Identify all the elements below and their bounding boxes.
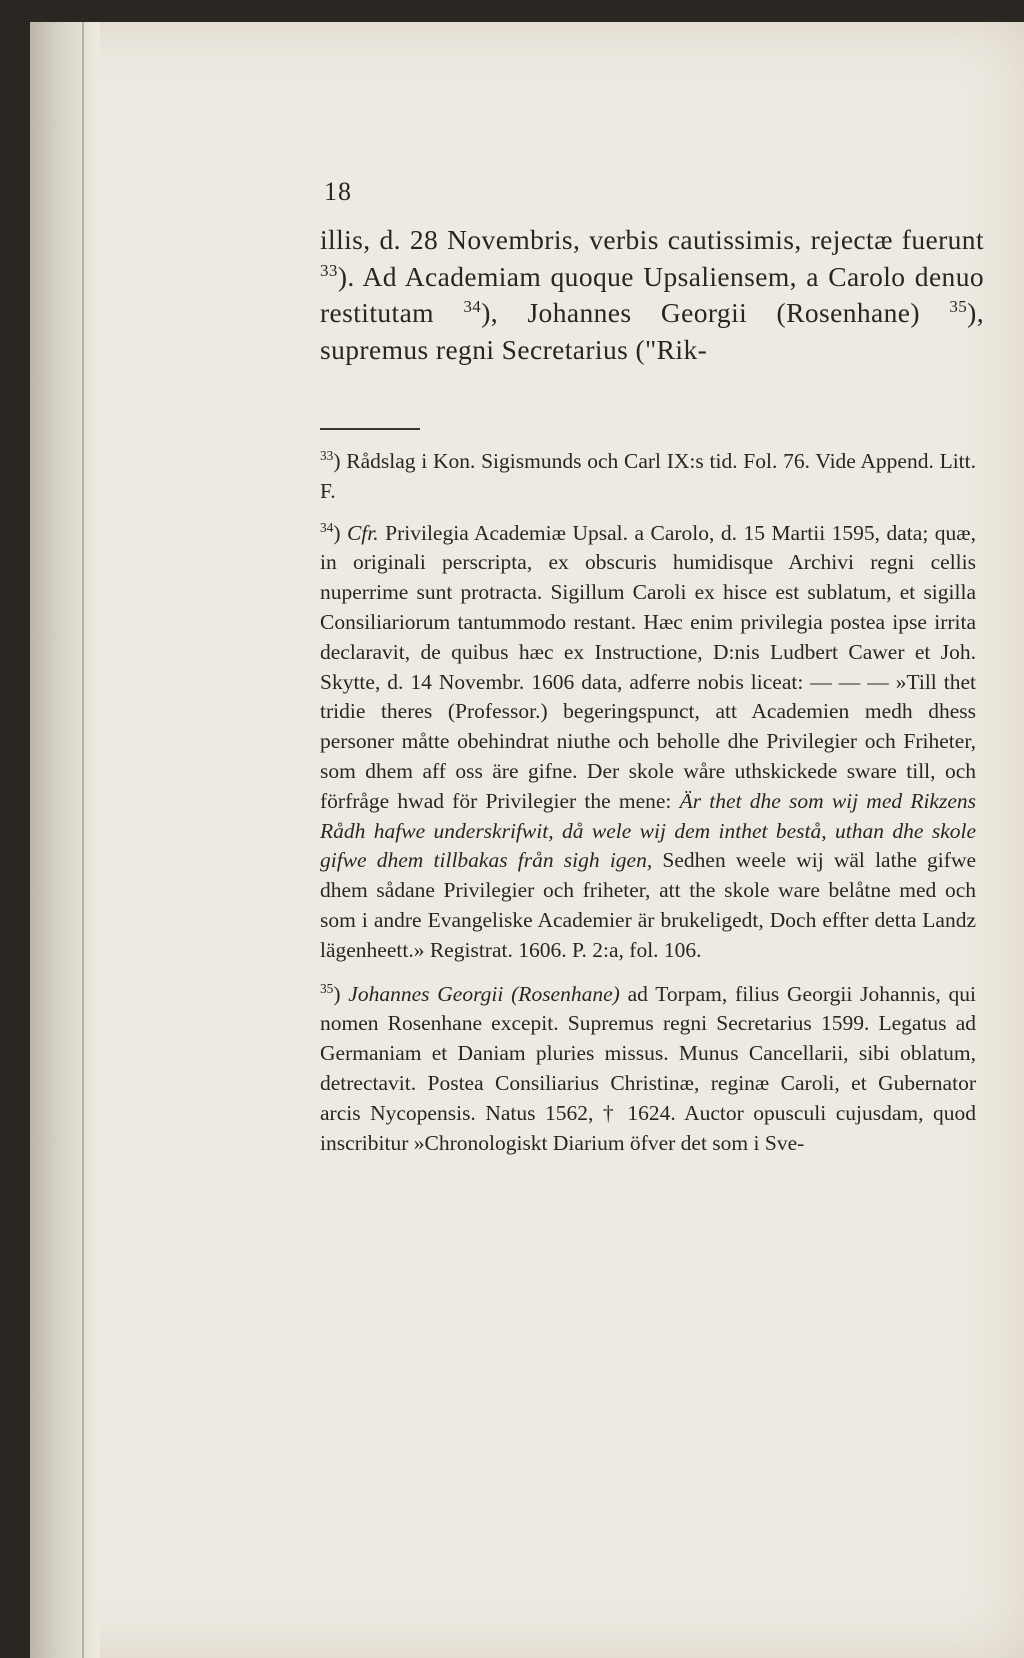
footnote-35-marker: 35 [320,980,334,996]
gutter-line [82,22,84,1658]
footnote-34-marker: 34 [320,519,334,535]
main-text-part-4: , supremus regni Secretarius ("Rik- [320,297,984,365]
page-number: 18 [324,177,352,206]
footnote-rule [320,428,420,430]
footnote-34-italic-quote: Är thet dhe som wij med Rikzens Rådh hafwe underskrifwit, då wele wij dem inthet bestå, uthan dhe skole gifwe dhem tillbakas från sigh igen, [320,788,976,873]
footnote-34-text-1: Privilegia Academiæ Upsal. a Carolo, d. 15 Martii 1595, data; quæ, in originali perscripta, ex obscuris humidisque Archivi regni cellis nuperrime sunt protracta. Sigillum Caroli ex hisce est sublatum, et sigilla Consiliariorum tantummodo restant. Hæc enim privilegia postea ipse irrita declaravit, de quibus hæc ex Instructione, D:nis Ludbert Cawer et Joh. Skytte, d. 14 Novembr. 1606 data, adferre nobis liceat: — — — »Till thet tridie theres (Professor.) begeringspunct, att Academien medh dhess personer måtte obehindrat niuthe och beholle dhe Privilegier och Friheter, som dhem aff oss äre gifne. Der skole wåre uthskickede sware till, och förfråge hwad för Privilegier the mene: [320,520,976,813]
footnote-ref-35: 35 [949,296,968,316]
footnotes [320,447,976,1170]
footnote-33-text: Rådslag i Kon. Sigismunds och Carl IX:s tid. Fol. 76. Vide Append. Litt. F. [320,449,976,503]
footnote-35-text: ad Torpam, filius Georgii Johannis, qui nomen Rosenhane excepit. Supremus regni Secretarius 1599. Legatus ad Germaniam et Daniam pluries missus. Munus Cancellarii, sibi oblatum, detrectavit. Postea Consiliarius Christinæ, reginæ Caroli, et Gubernator arcis Nycopensis. Natus 1562, † 1624. Auctor opusculi cujusdam, quod inscribitur »Chronologiskt Diarium öfver det som i Sve- [320,981,976,1155]
footnote-34: $^{34}$) Cfr. Privilegia Academiæ Upsal. a Carolo, d. 15 Martii 1595, data; quæ, in originali perscripta, ex obscuris humidisque Archivi regni cellis nuperrime sunt protracta. Sigillum Caroli ex hisce est sublatum, et sigilla Consiliariorum tantummodo restant. Hæc enim privilegia postea ipse irrita declaravit, de quibus hæc ex Instructione, D:nis Ludbert Cawer et Joh. Skytte, d. 14 Novembr. 1606 data, adferre nobis liceat: — — — »Till thet tridie theres (Professor.) begeringspunct, att Academien medh dhess personer måtte obehindrat niuthe och beholle dhe Privilegier och Friheter, som dhem aff oss äre gifne. Der skole wåre uthskickede sware till, och förfråge hwad för Privilegier the mene: Är thet dhe som wij med Rikzens Rådh hafwe underskrifwit, då wele wij dem inthet bestå, uthan dhe skole gifwe dhem tillbakas från sigh igen, Sedhen weele wij wäl lathe gifwe dhem sådane Privilegier och friheter, att the skole ware belåtne med och som i andre Evangeliske Academier är brukeligedt, Doch effter detta Landz lägenheett.» Registrat. 1606. P. 2:a, fol. 106. [320,519,977,962]
page-gutter [30,22,100,1658]
footnote-33: $^{33}$) Rådslag i Kon. Sigismunds och Carl IX:s tid. Fol. 76. Vide Append. Litt. F. [320,447,976,503]
footnote-34-cfr: Cfr. [346,520,379,545]
footnote-33-marker: 33 [320,447,334,463]
footnote-35-name: Johannes Georgii (Rosenhane) [348,981,620,1006]
main-text: illis, d. 28 Novembris, verbis cautissimis, rejectæ fuerunt $^{33}$). Ad Academiam quoque Upsaliensem, a Carolo denuo restitutam $^{34}$), Johannes Georgii (Rosenhane) $^{35}$), supremus regni Secretarius ("Rik- [320,224,984,365]
main-text-part-2: . Ad Academiam quoque Upsaliensem, a Carolo denuo restitutam [320,260,984,328]
main-text-part-1: illis, d. 28 Novembris, verbis cautissimis, rejectæ fuerunt [320,224,984,255]
footnote-35: $^{35}$) Johannes Georgii (Rosenhane) ad Torpam, filius Georgii Johannis, qui nomen Rosenhane excepit. Supremus regni Secretarius 1599. Legatus ad Germaniam et Daniam pluries missus. Munus Cancellarii, sibi oblatum, detrectavit. Postea Consiliarius Christinæ, reginæ Caroli, et Gubernator arcis Nycopensis. Natus 1562, † 1624. Auctor opusculi cujusdam, quod inscribitur »Chronologiskt Diarium öfver det som i Sve- [320,980,976,1155]
main-text-part-3: , Johannes Georgii (Rosenhane) [490,297,920,328]
footnote-34-text-2: Sedhen weele wij wäl lathe gifwe dhem sådane Privilegier och friheter, att the skole ware belåtne med och som i andre Evangeliske Academier är brukeligedt, Doch effter detta Landz lägenheett.» Registrat. 1606. P. 2:a, fol. 106. [320,848,977,962]
book-page [30,22,1024,1658]
footnote-ref-33: 33 [320,260,338,280]
footnote-ref-34: 34 [463,296,482,316]
